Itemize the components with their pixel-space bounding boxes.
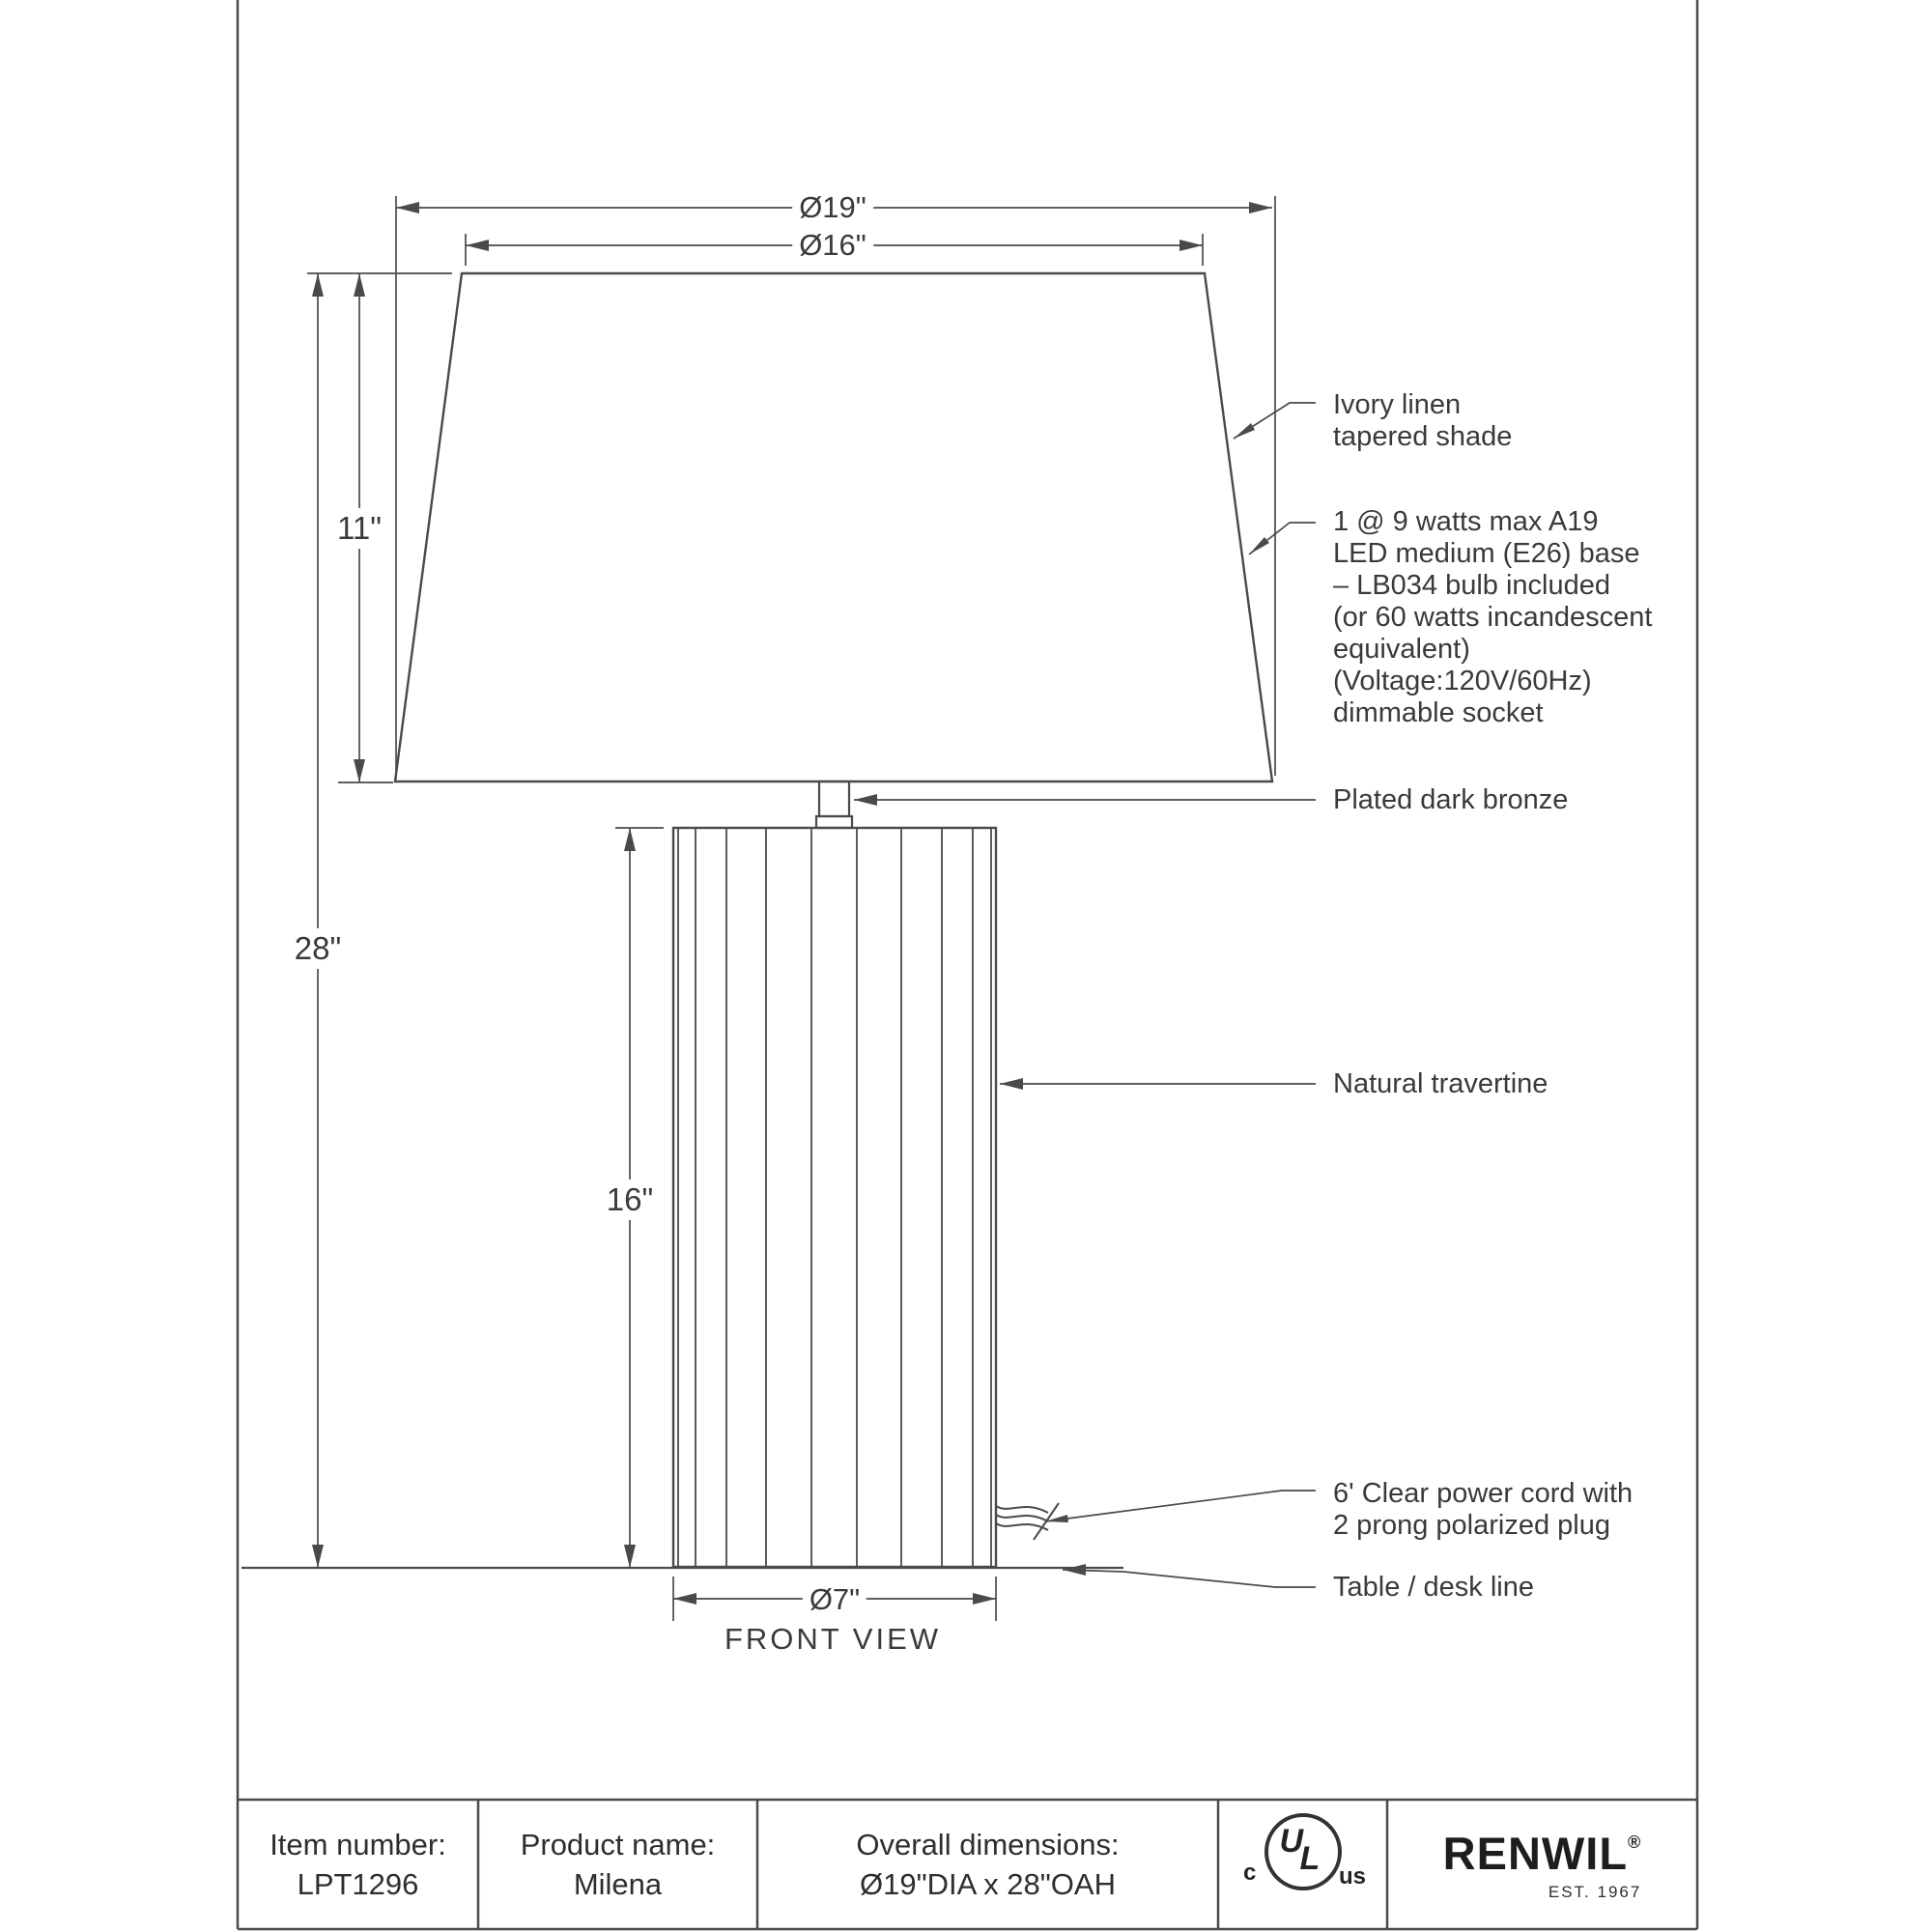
- overall-dimensions-label: Overall dimensions:: [856, 1828, 1120, 1861]
- overall-dimensions-value: Ø19"DIA x 28"OAH: [860, 1867, 1116, 1901]
- shade-outline: [395, 273, 1272, 781]
- dim-base-height: 16": [600, 1179, 660, 1220]
- product-name-label: Product name:: [520, 1828, 716, 1861]
- item-number-label: Item number:: [270, 1828, 446, 1861]
- annotation-shade-line1: Ivory linen: [1333, 389, 1462, 420]
- base-flutes: [678, 829, 991, 1566]
- annotation-bulb-line6: (Voltage:120V/60Hz): [1333, 666, 1592, 696]
- annotation-bulb-line2: LED medium (E26) base: [1333, 538, 1640, 569]
- annotation-bulb-line5: equivalent): [1333, 634, 1470, 665]
- page-border: [238, 0, 1697, 1929]
- dim-shade-bottom-diameter: Ø19": [792, 188, 873, 227]
- arrowheads: [312, 202, 1272, 1605]
- annotation-neck-finish: Plated dark bronze: [1333, 784, 1569, 815]
- view-label: FRONT VIEW: [724, 1622, 942, 1656]
- ul-monogram-l: L: [1299, 1840, 1321, 1877]
- stem-and-collar: [816, 781, 852, 828]
- registered-mark-icon: ®: [1628, 1833, 1642, 1852]
- annotation-bulb-spec: [1333, 506, 1652, 729]
- ul-us-letters: us: [1338, 1863, 1366, 1889]
- annotation-power-cord: [1333, 1478, 1633, 1542]
- ul-canada-letter: c: [1243, 1860, 1257, 1886]
- dim-overall-height: 28": [288, 928, 348, 969]
- annotation-bulb-line3: – LB034 bulb included: [1333, 570, 1611, 601]
- base-outline: [673, 828, 996, 1567]
- renwil-logo: RENWIL®: [1442, 1828, 1642, 1879]
- dim-shade-top-diameter: Ø16": [792, 226, 873, 265]
- dim-shade-height: 11": [330, 508, 388, 549]
- annotation-shade-material: [1333, 389, 1512, 453]
- item-number-value: LPT1296: [297, 1867, 419, 1901]
- footer-product-name-cell: [478, 1800, 757, 1929]
- product-name-value: Milena: [573, 1867, 663, 1901]
- annotation-shade-line2: tapered shade: [1333, 421, 1513, 452]
- annotation-bulb-line7: dimmable socket: [1333, 697, 1544, 728]
- annotation-bulb-line1: 1 @ 9 watts max A19: [1333, 506, 1599, 537]
- annotation-cord-line2: 2 prong polarized plug: [1333, 1510, 1610, 1541]
- ul-listed-icon: [1264, 1813, 1342, 1890]
- annotation-bulb-line4: (or 60 watts incandescent: [1333, 602, 1653, 633]
- footer-brand-cell: [1387, 1800, 1697, 1929]
- dim-base-diameter: Ø7": [803, 1580, 867, 1619]
- annotation-base-material: Natural travertine: [1333, 1068, 1548, 1099]
- footer-overall-dimensions-cell: [757, 1800, 1218, 1929]
- ul-monogram-u: U: [1279, 1823, 1304, 1860]
- dimension-lines: [307, 196, 1275, 1621]
- footer-item-number-cell: [238, 1800, 478, 1929]
- footer-certification-cell: [1218, 1800, 1387, 1929]
- brand-established-text: EST. 1967: [1548, 1883, 1642, 1901]
- annotation-table-line: Table / desk line: [1333, 1572, 1534, 1603]
- annotation-cord-line1: 6' Clear power cord with: [1333, 1478, 1634, 1509]
